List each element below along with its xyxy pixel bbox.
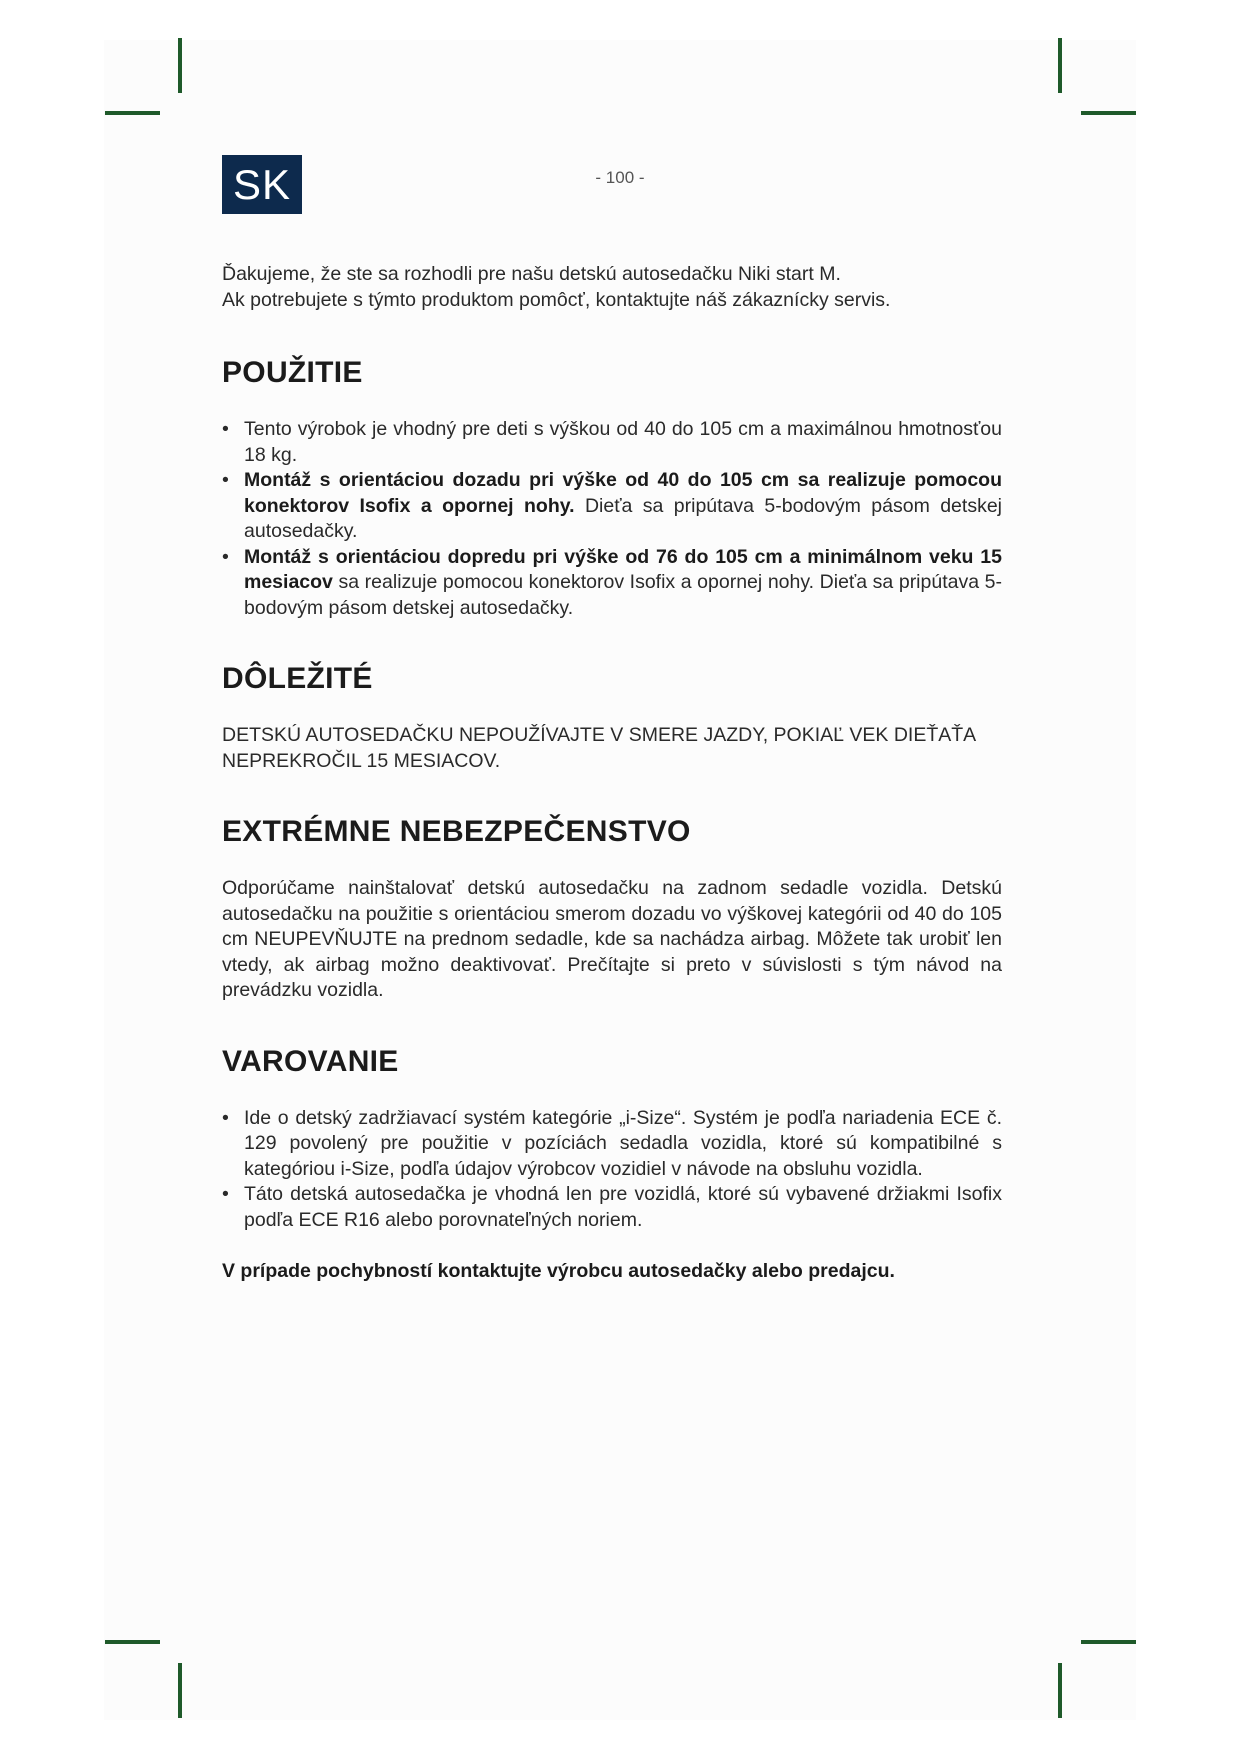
- danger-section: [222, 814, 1002, 1004]
- important-text: DETSKÚ AUTOSEDAČKU NEPOUŽÍVAJTE V SMERE JAZDY, POKIAĽ VEK DIEŤAŤA NEPREKROČIL 15 MESIACOV.: [222, 724, 976, 772]
- final-note: V prípade pochybností kontaktujte výrobcu autosedačky alebo predajcu.: [222, 1260, 895, 1282]
- document-body: [222, 262, 1002, 1285]
- usage-item-2-text: Dieťa sa pripútava 5-bodovým pásom detskej autosedačky.: [244, 494, 1002, 542]
- crop-mark-top-right-vertical: [1058, 38, 1062, 93]
- crop-mark-bottom-left-horizontal: [105, 1640, 160, 1644]
- list-item: [222, 1106, 1002, 1183]
- bullet-icon: •: [222, 1106, 229, 1129]
- bullet-icon: •: [222, 418, 229, 440]
- warning-heading: VAROVANIE: [222, 1044, 399, 1078]
- crop-mark-bottom-left-vertical: [178, 1663, 182, 1718]
- bullet-icon: •: [222, 1183, 229, 1205]
- language-badge: SK: [222, 155, 302, 214]
- important-section: [222, 661, 1002, 774]
- crop-mark-top-left-horizontal: [105, 111, 160, 115]
- usage-list: [222, 417, 1002, 621]
- crop-mark-bottom-right-vertical: [1058, 1663, 1062, 1718]
- crop-mark-bottom-right-horizontal: [1081, 1640, 1136, 1644]
- crop-mark-top-right-horizontal: [1081, 111, 1136, 115]
- list-item: [222, 1182, 1002, 1233]
- page-number: - 100 -: [595, 168, 645, 187]
- crop-mark-top-left-vertical: [178, 38, 182, 93]
- usage-item-1-text: Tento výrobok je vhodný pre deti s výškou od 40 do 105 cm a maximálnou hmotnosťou 18 kg.: [244, 418, 1002, 466]
- usage-heading: POUŽITIE: [222, 356, 363, 389]
- danger-heading: EXTRÉMNE NEBEZPEČENSTVO: [222, 815, 691, 848]
- intro-line-1: Ďakujeme, že ste sa rozhodli pre našu detskú autosedačku Niki start M.: [222, 263, 841, 285]
- list-item: [222, 468, 1002, 545]
- intro: [222, 262, 1002, 313]
- list-item: [222, 417, 1002, 468]
- usage-item-3-text: sa realizuje pomocou konektorov Isofix a opornej nohy. Dieťa sa pripútava 5-bodovým pásom detskej autosedačky.: [244, 571, 1002, 619]
- warning-list: [222, 1106, 1002, 1234]
- usage-item-3-bold: Montáž s orientáciou dopredu pri výške od 76 do 105 cm a minimálnom veku 15 mesiacov: [244, 545, 1002, 593]
- warning-section: [222, 1044, 1002, 1285]
- usage-item-2-bold: Montáž s orientáciou dozadu pri výške od 40 do 105 cm sa realizuje pomocou konektorov Isofix a opornej nohy.: [244, 469, 1002, 517]
- important-heading: DÔLEŽITÉ: [222, 662, 373, 695]
- bullet-icon: •: [222, 545, 229, 568]
- bullet-icon: •: [222, 469, 229, 491]
- usage-section: [222, 355, 1002, 621]
- danger-text: Odporúčame nainštalovať detskú autosedačku na zadnom sedadle vozidla. Detskú autosedačku na použitie s orientáciou smerom dozadu vo výškovej kategórii od 40 do 105 cm NEUPEVŇUJTE na prednom sedadle, kde sa nachádza airbag. Môžete tak urobiť len vtedy, ak airbag možno deaktivovať. Prečítajte si preto v súvislosti s tým návod na prevádzku vozidla.: [222, 877, 1002, 1001]
- warning-item-1-text: Ide o detský zadržiavací systém kategórie „i-Size“. Systém je podľa nariadenia ECE č. 129 povolený pre použitie v pozíciách sedadla vozidla, ktoré sú kompatibilné s kategóriou i-Size, podľa údajov výrobcov vozidiel v návode na obsluhu vozidla.: [244, 1106, 1002, 1180]
- list-item: [222, 545, 1002, 622]
- warning-item-2-text: Táto detská autosedačka je vhodná len pre vozidlá, ktoré sú vybavené držiakmi Isofix podľa ECE R16 alebo porovnateľných noriem.: [244, 1183, 1002, 1231]
- intro-line-2: Ak potrebujete s týmto produktom pomôcť, kontaktujte náš zákaznícky servis.: [222, 288, 891, 311]
